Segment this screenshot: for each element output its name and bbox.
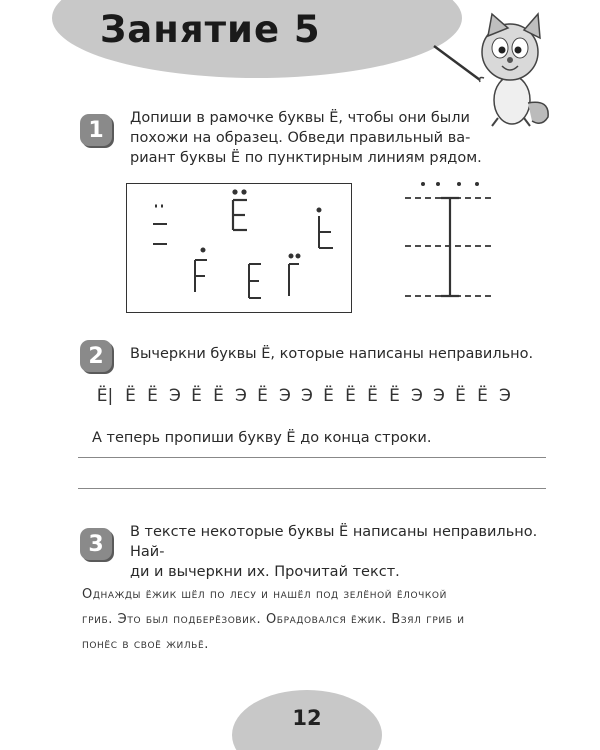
sample-letters-frame: [126, 183, 352, 313]
letter-item[interactable]: Э: [279, 386, 291, 406]
task-number-badge-3: 3: [80, 528, 112, 560]
letter-item[interactable]: Э: [411, 386, 423, 406]
task-2-text: Вычеркни буквы Ё, которые написаны неправильно.: [130, 346, 534, 362]
letter-item[interactable]: Э: [433, 386, 445, 406]
incomplete-letter: [318, 209, 334, 249]
letter-item[interactable]: Ё: [367, 386, 378, 406]
letter-item[interactable]: Ё: [147, 386, 158, 406]
story-text: [82, 582, 552, 657]
letter-item[interactable]: Ё: [345, 386, 356, 406]
incomplete-letter: [249, 264, 261, 298]
letter-item[interactable]: Э: [235, 386, 247, 406]
letter-item[interactable]: Э: [301, 386, 313, 406]
letter-item[interactable]: Ё: [389, 386, 400, 406]
letter-row: [96, 386, 510, 406]
letter-item[interactable]: Ё: [257, 386, 268, 406]
letter-item[interactable]: Ё: [191, 386, 202, 406]
letter-tracing-guide: [395, 178, 505, 308]
page-title: Занятие 5: [100, 8, 321, 51]
letter-item[interactable]: Ё: [213, 386, 224, 406]
letter-item[interactable]: Э: [169, 386, 181, 406]
letter-item[interactable]: Ё: [455, 386, 466, 406]
letter-item[interactable]: Ё: [323, 386, 334, 406]
incomplete-letter: [195, 249, 207, 293]
story-line: Однажды ёжик шёл по лесу и нашёл под зелёной ёлочкой: [82, 587, 447, 602]
letter-item[interactable]: Ё: [125, 386, 136, 406]
incomplete-letter: [289, 255, 300, 297]
writing-line-2[interactable]: [78, 488, 546, 489]
story-line: гриб. Это был подберёзовик. Обрадовался ёжик. Взял гриб и: [82, 612, 465, 627]
task-number-badge-1: 1: [80, 114, 112, 146]
task-number-badge-2: 2: [80, 340, 112, 372]
incomplete-letter: [153, 206, 167, 244]
letter-item[interactable]: Ё|: [96, 386, 114, 406]
page-number: 12: [292, 706, 322, 730]
letter-item[interactable]: Ё: [477, 386, 488, 406]
letter-item[interactable]: Э: [499, 386, 511, 406]
writing-line-1[interactable]: [78, 457, 546, 458]
task-1-text: Допиши в рамочке буквы Ё, чтобы они были похожи на образец. Обведи правильный ва- риант буквы Ё по пунктирным линиям рядом.: [130, 110, 482, 166]
story-line: понёс в своё жильё.: [82, 637, 209, 652]
task-3-text: В тексте некоторые буквы Ё написаны неправильно. Най- ди и вычеркни их. Прочитай текст.: [130, 524, 538, 580]
task-2-instruction: А теперь пропиши букву Ё до конца строки.: [92, 430, 432, 446]
